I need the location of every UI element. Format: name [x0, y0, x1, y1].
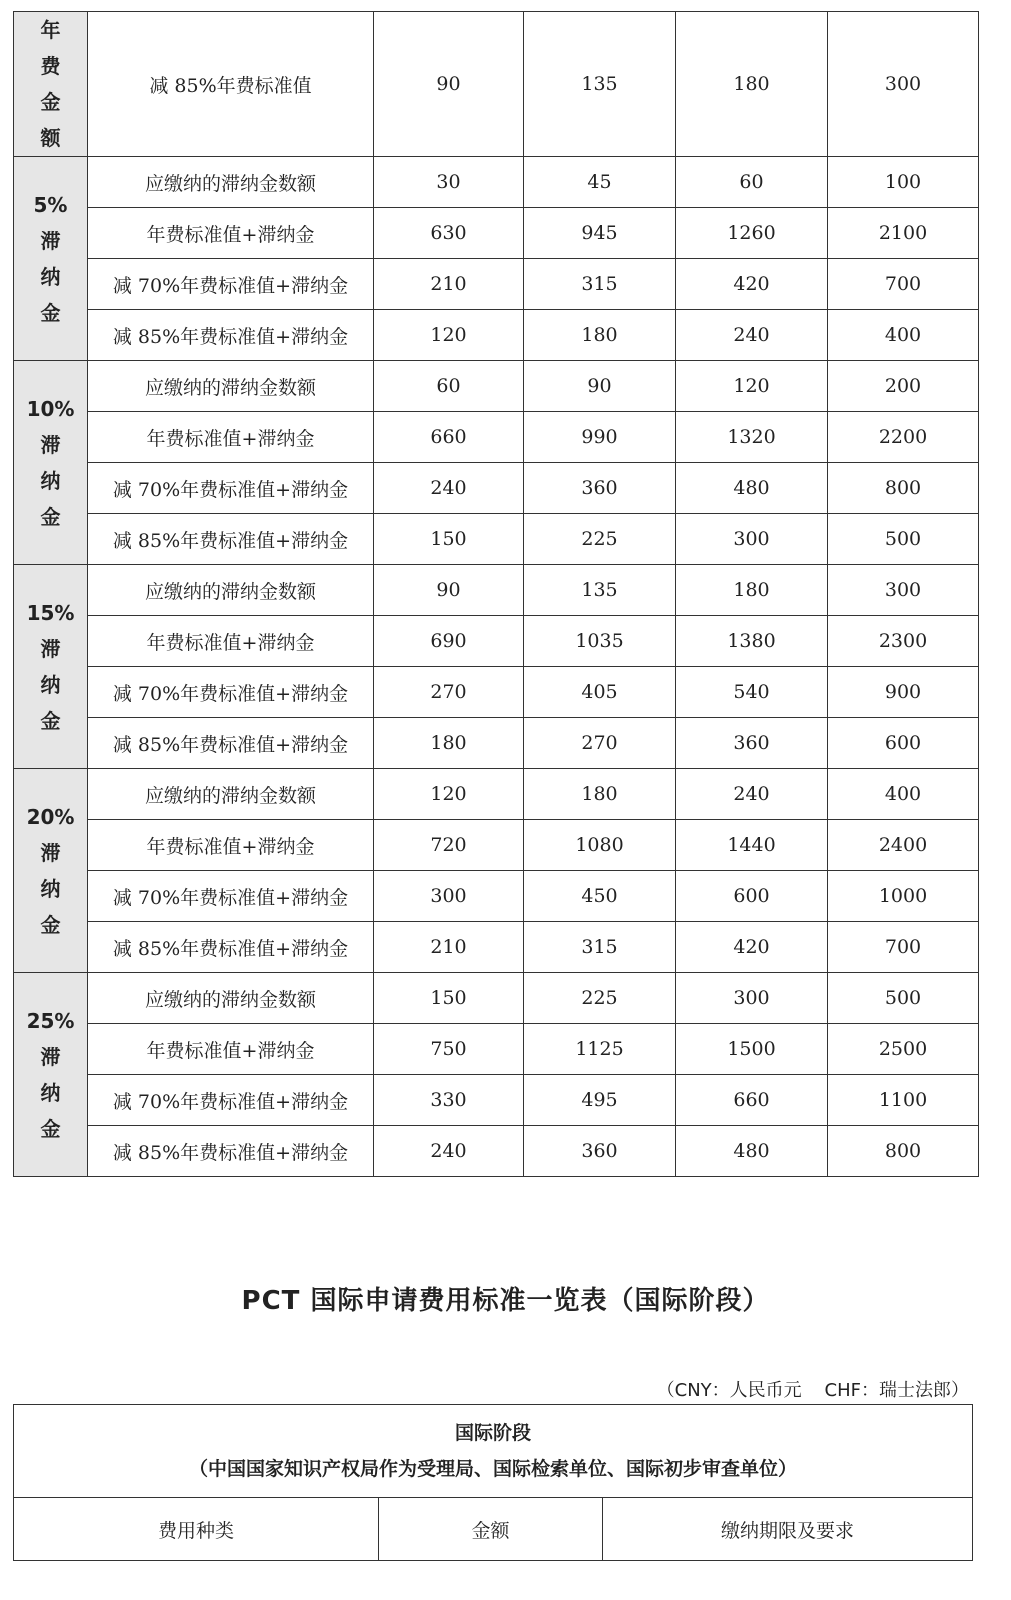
table-row	[14, 667, 979, 718]
row-label: 年费标准值+滞纳金	[88, 616, 374, 667]
row-label: 减 85%年费标准值+滞纳金	[88, 922, 374, 973]
row-label: 减 85%年费标准值+滞纳金	[88, 514, 374, 565]
table-row	[14, 310, 979, 361]
value-cell: 240	[374, 463, 524, 514]
value-cell: 210	[374, 259, 524, 310]
value-cell: 90	[374, 565, 524, 616]
value-cell: 90	[524, 361, 676, 412]
value-cell: 360	[524, 1126, 676, 1177]
value-cell: 225	[524, 514, 676, 565]
international-phase-header	[14, 1405, 973, 1498]
row-label: 应缴纳的滞纳金数额	[88, 157, 374, 208]
table-row	[14, 361, 979, 412]
table-row	[14, 12, 979, 157]
value-cell: 180	[524, 769, 676, 820]
row-label: 减 85%年费标准值+滞纳金	[88, 1126, 374, 1177]
group-label-char: 10%	[26, 396, 75, 421]
group-label-char: 纳	[40, 1080, 61, 1105]
table-row	[14, 718, 979, 769]
value-cell: 2300	[828, 616, 979, 667]
row-label: 减 70%年费标准值+滞纳金	[88, 871, 374, 922]
row-label: 减 85%年费标准值+滞纳金	[88, 310, 374, 361]
value-cell: 400	[828, 310, 979, 361]
row-label: 减 70%年费标准值+滞纳金	[88, 1075, 374, 1126]
value-cell: 700	[828, 259, 979, 310]
group-label-char: 纳	[40, 876, 61, 901]
table-row	[14, 514, 979, 565]
value-cell: 480	[676, 1126, 828, 1177]
value-cell: 600	[676, 871, 828, 922]
group-label-char: 纳	[40, 468, 61, 493]
table-row	[14, 1498, 973, 1561]
group-label-char: 滞	[40, 840, 61, 865]
value-cell: 660	[374, 412, 524, 463]
group-label	[14, 361, 88, 565]
group-label	[14, 973, 88, 1177]
value-cell: 1380	[676, 616, 828, 667]
table-row	[14, 769, 979, 820]
table-row	[14, 208, 979, 259]
group-label-char: 纳	[40, 672, 61, 697]
value-cell: 240	[374, 1126, 524, 1177]
value-cell: 420	[676, 259, 828, 310]
row-label: 应缴纳的滞纳金数额	[88, 361, 374, 412]
row-label: 年费标准值+滞纳金	[88, 820, 374, 871]
value-cell: 690	[374, 616, 524, 667]
international-phase-table	[13, 1404, 973, 1561]
row-label: 应缴纳的滞纳金数额	[88, 565, 374, 616]
value-cell: 330	[374, 1075, 524, 1126]
value-cell: 60	[676, 157, 828, 208]
value-cell: 240	[676, 769, 828, 820]
value-cell: 120	[374, 769, 524, 820]
table-row	[14, 259, 979, 310]
table-row	[14, 565, 979, 616]
row-label: 年费标准值+滞纳金	[88, 208, 374, 259]
header-line-2: （中国国家知识产权局作为受理局、国际检索单位、国际初步审查单位）	[189, 1458, 798, 1480]
group-label-char: 金	[40, 912, 61, 937]
group-label-char: 金	[40, 300, 61, 325]
value-cell: 450	[524, 871, 676, 922]
value-cell: 300	[374, 871, 524, 922]
group-label-char: 金	[40, 1116, 61, 1141]
value-cell: 135	[524, 12, 676, 157]
value-cell: 990	[524, 412, 676, 463]
value-cell: 400	[828, 769, 979, 820]
group-label-annual-fee	[14, 12, 88, 157]
value-cell: 135	[524, 565, 676, 616]
value-cell: 500	[828, 514, 979, 565]
value-cell: 270	[524, 718, 676, 769]
row-label: 减 85%年费标准值	[88, 12, 374, 157]
group-label-char: 滞	[40, 228, 61, 253]
value-cell: 1100	[828, 1075, 979, 1126]
row-label: 减 70%年费标准值+滞纳金	[88, 259, 374, 310]
group-label	[14, 157, 88, 361]
group-label-char: 20%	[26, 804, 75, 829]
value-cell: 150	[374, 973, 524, 1024]
value-cell: 300	[676, 514, 828, 565]
value-cell: 1000	[828, 871, 979, 922]
value-cell: 150	[374, 514, 524, 565]
value-cell: 1125	[524, 1024, 676, 1075]
value-cell: 1320	[676, 412, 828, 463]
value-cell: 900	[828, 667, 979, 718]
annual-fee-late-fee-table	[13, 11, 979, 1177]
value-cell: 1440	[676, 820, 828, 871]
value-cell: 360	[524, 463, 676, 514]
row-label: 年费标准值+滞纳金	[88, 1024, 374, 1075]
group-label-char: 5%	[33, 192, 68, 217]
group-label-char: 25%	[26, 1008, 75, 1033]
group-label-char: 金	[40, 504, 61, 529]
group-label-char: 滞	[40, 1044, 61, 1069]
value-cell: 300	[676, 973, 828, 1024]
table-row	[14, 1024, 979, 1075]
group-label-char: 纳	[40, 264, 61, 289]
value-cell: 420	[676, 922, 828, 973]
value-cell: 45	[524, 157, 676, 208]
value-cell: 180	[374, 718, 524, 769]
table-row	[14, 616, 979, 667]
row-label: 应缴纳的滞纳金数额	[88, 973, 374, 1024]
value-cell: 180	[676, 565, 828, 616]
table-row	[14, 922, 979, 973]
value-cell: 315	[524, 922, 676, 973]
value-cell: 2100	[828, 208, 979, 259]
value-cell: 945	[524, 208, 676, 259]
table-row	[14, 463, 979, 514]
group-label	[14, 769, 88, 973]
table-row	[14, 820, 979, 871]
table-row	[14, 1126, 979, 1177]
row-label: 年费标准值+滞纳金	[88, 412, 374, 463]
value-cell: 210	[374, 922, 524, 973]
value-cell: 300	[828, 565, 979, 616]
value-cell: 225	[524, 973, 676, 1024]
table-row	[14, 1075, 979, 1126]
value-cell: 360	[676, 718, 828, 769]
value-cell: 315	[524, 259, 676, 310]
currency-note: （CNY：人民币元 CHF：瑞士法郎）	[656, 1380, 969, 1401]
group-label-char: 金	[40, 708, 61, 733]
row-label: 应缴纳的滞纳金数额	[88, 769, 374, 820]
group-label-char: 金	[40, 90, 61, 114]
row-label: 减 70%年费标准值+滞纳金	[88, 667, 374, 718]
value-cell: 120	[676, 361, 828, 412]
value-cell: 1260	[676, 208, 828, 259]
value-cell: 800	[828, 463, 979, 514]
value-cell: 495	[524, 1075, 676, 1126]
value-cell: 2400	[828, 820, 979, 871]
value-cell: 240	[676, 310, 828, 361]
value-cell: 800	[828, 1126, 979, 1177]
header-line-1: 国际阶段	[455, 1422, 532, 1444]
table-row	[14, 157, 979, 208]
value-cell: 2200	[828, 412, 979, 463]
table-row	[14, 973, 979, 1024]
value-cell: 270	[374, 667, 524, 718]
value-cell: 405	[524, 667, 676, 718]
group-label-char: 滞	[40, 636, 61, 661]
table-row	[14, 871, 979, 922]
table-row	[14, 1405, 973, 1498]
row-label: 减 70%年费标准值+滞纳金	[88, 463, 374, 514]
value-cell: 2500	[828, 1024, 979, 1075]
group-label-char: 额	[40, 126, 61, 150]
column-header-deadline: 缴纳期限及要求	[603, 1498, 973, 1561]
group-label-char: 费	[40, 54, 61, 78]
group-label	[14, 565, 88, 769]
group-label-char: 年	[40, 18, 61, 42]
value-cell: 120	[374, 310, 524, 361]
section-title: PCT 国际申请费用标准一览表（国际阶段）	[241, 1286, 770, 1316]
value-cell: 1500	[676, 1024, 828, 1075]
fee-table-body	[14, 12, 979, 1177]
value-cell: 100	[828, 157, 979, 208]
value-cell: 700	[828, 922, 979, 973]
value-cell: 600	[828, 718, 979, 769]
value-cell: 630	[374, 208, 524, 259]
column-header-fee-type: 费用种类	[14, 1498, 379, 1561]
value-cell: 180	[524, 310, 676, 361]
value-cell: 480	[676, 463, 828, 514]
value-cell: 660	[676, 1075, 828, 1126]
group-label-char: 滞	[40, 432, 61, 457]
value-cell: 540	[676, 667, 828, 718]
value-cell: 500	[828, 973, 979, 1024]
value-cell: 720	[374, 820, 524, 871]
group-label-char: 15%	[26, 600, 75, 625]
column-header-amount: 金额	[379, 1498, 603, 1561]
value-cell: 200	[828, 361, 979, 412]
value-cell: 300	[828, 12, 979, 157]
value-cell: 750	[374, 1024, 524, 1075]
table-row	[14, 412, 979, 463]
value-cell: 30	[374, 157, 524, 208]
value-cell: 60	[374, 361, 524, 412]
value-cell: 90	[374, 12, 524, 157]
value-cell: 180	[676, 12, 828, 157]
value-cell: 1080	[524, 820, 676, 871]
value-cell: 1035	[524, 616, 676, 667]
row-label: 减 85%年费标准值+滞纳金	[88, 718, 374, 769]
